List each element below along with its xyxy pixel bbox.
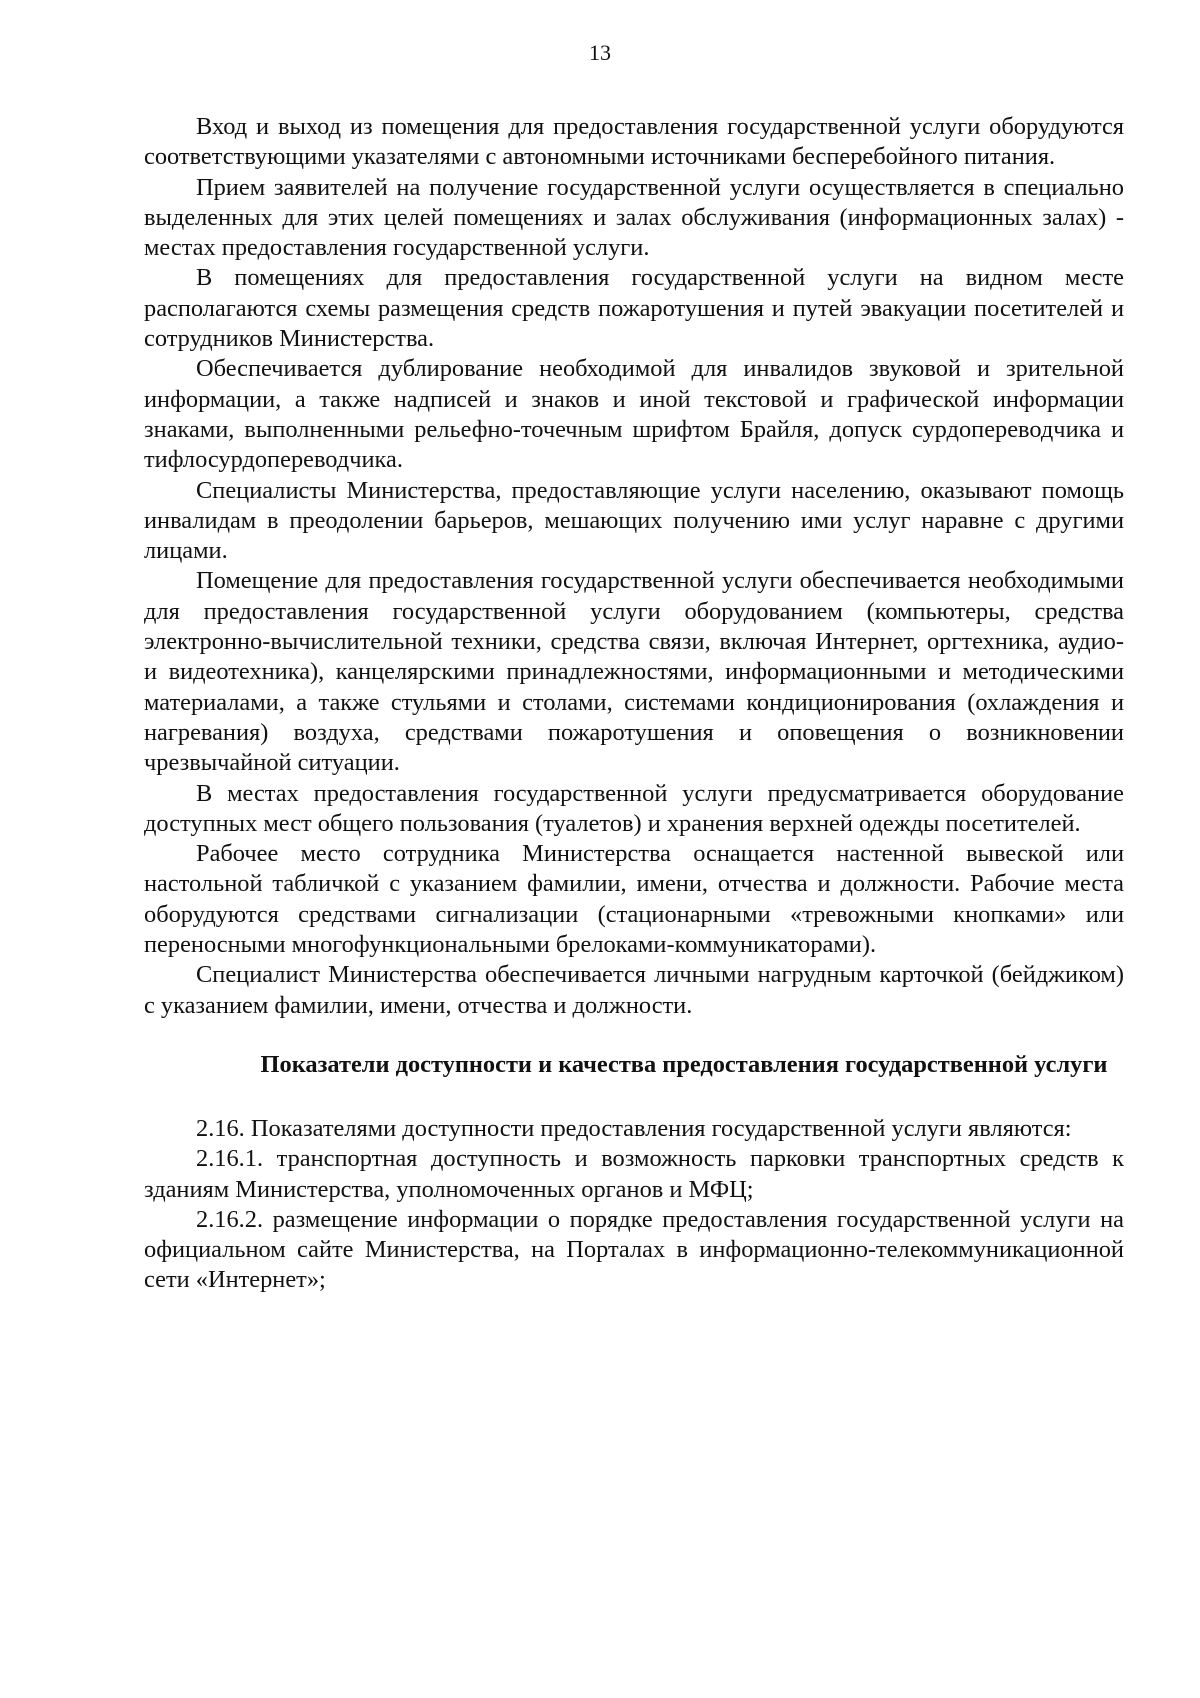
paragraph-2-16-2: 2.16.2. размещение информации о порядке предоставления государственной услуги на официальном сайте Министерства, на Порталах в информационно-телекоммуникационной сети «Интернет»; xyxy=(144,1205,1124,1294)
paragraph-accessibility-info: Обеспечивается дублирование необходимой для инвалидов звуковой и зрительной информации, а также надписей и знаков и иной текстовой и графической информации знаками, выполненными рельефно-точечным шрифтом Брайля, допуск сурдопереводчика и тифлосурдопереводчика. xyxy=(144,355,1124,474)
paragraph-public-facilities: В местах предоставления государственной услуги предусматривается оборудование доступных мест общего пользования (туалетов) и хранения верхней одежды посетителей. xyxy=(144,779,1124,837)
paragraph-evacuation-schemes: В помещениях для предоставления государственной услуги на видном месте располагаются схемы размещения средств пожаротушения и путей эвакуации посетителей и сотрудников Министерства. xyxy=(144,264,1124,353)
paragraph-2-16-1: 2.16.1. транспортная доступность и возможность парковки транспортных средств к зданиям Министерства, уполномоченных органов и МФЦ; xyxy=(144,1145,1124,1203)
paragraph-specialists-help: Специалисты Министерства, предоставляющие услуги населению, оказывают помощь инвалидам в преодолении барьеров, мешающих получению ими услуг наравне с другими лицами. xyxy=(144,476,1124,565)
paragraph-badge: Специалист Министерства обеспечивается личными нагрудным карточкой (бейджиком) с указанием фамилии, имени, отчества и должности. xyxy=(144,961,1124,1019)
document-body xyxy=(144,112,1124,1296)
paragraph-2-16: 2.16. Показателями доступности предоставления государственной услуги являются: xyxy=(196,1114,1072,1142)
paragraph-entrance-exit: Вход и выход из помещения для предоставления государственной услуги оборудуются соответствующими указателями с автономными источниками бесперебойного питания. xyxy=(144,113,1124,171)
paragraph-reception: Прием заявителей на получение государственной услуги осуществляется в специально выделенных для этих целей помещениях и залах обслуживания (информационных залах) - местах предоставления государственной услуги. xyxy=(144,173,1124,262)
paragraph-workplace: Рабочее место сотрудника Министерства оснащается настенной вывеской или настольной табличкой с указанием фамилии, имени, отчества и должности. Рабочие места оборудуются средствами сигнализации (стационарными «тревожными кнопками» или переносными многофункциональными брелоками-коммуникаторами). xyxy=(144,840,1124,959)
page-number: 13 xyxy=(589,40,611,65)
section-heading: Показатели доступности и качества предоставления государственной услуги xyxy=(260,1050,1108,1078)
paragraph-equipment: Помещение для предоставления государственной услуги обеспечивается необходимыми для предоставления государственной услуги оборудованием (компьютеры, средства электронно-вычислительной техники, средства связи, включая Интернет, оргтехника, аудио- и видеотехника), канцелярскими принадлежностями, информационными и методическими материалами, а также стульями и столами, системами кондиционирования (охлаждения и нагревания) воздуха, средствами пожаротушения и оповещения о возникновении чрезвычайной ситуации. xyxy=(144,567,1124,777)
